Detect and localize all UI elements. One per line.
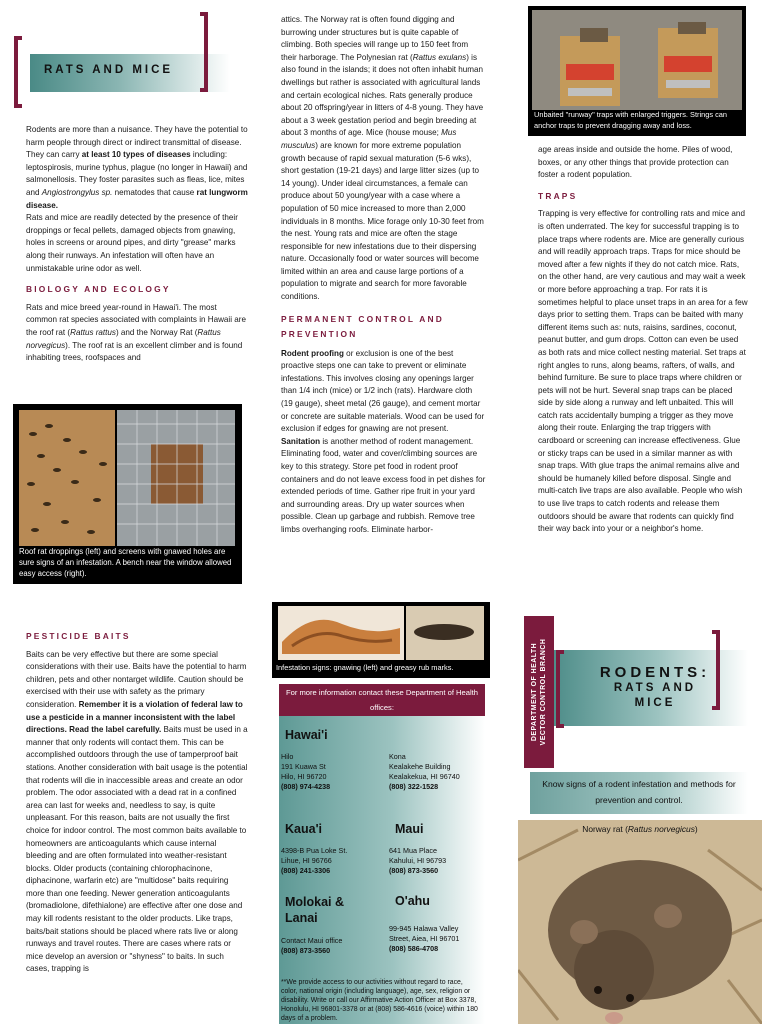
- page-title: RATS AND MICE: [44, 64, 174, 76]
- department-label: DEPARTMENT OF HEALTH VECTOR CONTROL BRANCH: [531, 638, 547, 746]
- left-bracket: [14, 36, 22, 108]
- traps-paragraph: Trapping is very effective for controlling rats and mice and is often underrated. The key for successful trapping is to place traps where rodents are. Mice are generally curious and will readily approach traps. Traps for mice should be moved after a few nights if they do not catch mice. Rats, on the other hand, are very cautious and may wait a week or more before approaching a trap. For rats it is sometimes helpful to place unset traps in an area for a few days prior to setting them. Traps can be baited with many different items such as: nuts, raisins, sardines, coconut, peanut butter, and gum drops. Cotton can even be used as both rats and mice collect nesting material. Set traps at right angles to runs, along beams, rafters, of walls, and behind furniture. Be sure to place traps where children or pets will not be hurt. Several snap traps can be placed side by side along a runway and left unbaited. This will catch rats accidentally bumping a trigger as they move along their route. Enlarging the trap triggers with cardboard or screening can increase effectiveness. Glue or sticky traps can be used in a similar manner as with snap traps. With glue traps the animal remains alive and should be humanely killed before disposal. Single and multi-catch live traps are also available. People who wish to use live traps to catch rodents and release them outdoors should be aware that rodents can quickly find their way back into your or a neighbor's home.: [538, 209, 748, 534]
- biology-heading: BIOLOGY AND ECOLOGY: [26, 284, 171, 295]
- maui-heading: Maui: [395, 822, 424, 836]
- biology-paragraph: Rats and mice breed year-round in Hawai'i. The most common rat species associated with complaints in Hawaii are the roof rat (Rattus rattus) and the Norway Rat (Rattus norvegicus). The roof rat is an excellent climber and is found inhabiting trees, roofspaces and: [26, 302, 246, 363]
- molokai-lanai-heading: Molokai & Lanai: [285, 895, 345, 925]
- traps-photo: [528, 6, 746, 136]
- contact-box: [279, 684, 485, 1024]
- contact-header: For more information contact these Department of Health offices:: [279, 684, 485, 716]
- column-1: [26, 124, 248, 365]
- rodent-proofing-paragraph: Rodent proofing or exclusion is one of the best proactive steps one can take to prevent or eliminate infestations. This involves closing any openings larger than 1/4 inch (mice) or 1/2 inch (rats). Hardware cloth (19 gauge), sheet metal (26 gauge), and cement mortar or concrete are suitable materials. Wood can be used for exclusion if edges for gnawing are not present.: [281, 348, 485, 434]
- norway-rat-image: [518, 820, 762, 1024]
- intro-paragraph-1: Rodents are more than a nuisance. They have the potential to harm people through direct or indirect transmittal of disease. They can carry at least 10 types of diseases including: leptospirosis, murine typhus, plague (no longer in Hawaii) and salmonellosis. They foster parasites such as fleas, lice, mites and Angiostrongylus sp. nematodes that cause rat lungworm disease.: [26, 125, 248, 210]
- cover-title-line1: RODENTS:: [599, 664, 711, 681]
- oahu-heading: O'ahu: [395, 894, 430, 908]
- norway-rat-caption: Norway rat (Rattus norvegicus): [582, 824, 698, 834]
- right-bracket: [200, 12, 208, 92]
- molokai-lanai-office: Contact Maui office (808) 873-3560: [281, 936, 343, 955]
- kona-office: Kona Kealakehe Building Kealakekua, HI 96740 (808) 322-1528: [389, 752, 460, 791]
- column-4: [26, 622, 248, 976]
- kauai-office: 4398-B Pua Loke St. Lihue, HI 96766 (808) 241-3306: [281, 846, 348, 875]
- intro-paragraph-2: Rats and mice are readily detected by the presence of their droppings or fecal pellets, damaged objects from gnawing, holes in screens or around pipes, and dirty "grease" marks along their runways. An infestation will often have an unmistakable urine odor as well.: [26, 213, 238, 273]
- nondiscrimination-footer: **We provide access to our activities without regard to race, color, national origin (including language), age, sex, religion or disability. Write or call our Affirmative Action Officer at Box 3378, Honolulu, HI 96801-3378 or at (808) 586-4616 (voice) within 180 days of a problem.: [281, 979, 478, 1022]
- droppings-photo: [13, 404, 242, 584]
- gnawing-caption: Infestation signs: gnawing (left) and greasy rub marks.: [276, 663, 454, 672]
- cover-title-line3: MICE: [634, 697, 676, 709]
- traps-caption: Unbaited "runway" traps with enlarged triggers. Strings can anchor traps to prevent dragging away and loss.: [534, 110, 727, 130]
- maui-office: 641 Mua Place Kahului, HI 96793 (808) 873-3560: [389, 846, 447, 875]
- traps-heading: TRAPS: [538, 190, 578, 201]
- gnawing-photo: [272, 602, 490, 678]
- kauai-heading: Kaua'i: [285, 822, 323, 836]
- cover-title: [560, 664, 750, 711]
- biology-continued-paragraph: attics. The Norway rat is often found digging and burrowing under structures but is quite capable of climbing. Both species will range up to 150 feet from their harborage. The Polynesian rat (Rattus exulans) is also found in the islands; it does not often inhabit human dwellings but rather is associated with agricultural lands and certain ecological niches. Rats generally produce about 20 offspring/year in litters of 4-8 young. They have about a 3 week gestation period and begin breeding at about 3 months of age. Mice (house mouse; Mus musculus) are known for more extreme population growth because of rapid sexual maturation (5-6 wks), short gestation (19-21 days) and large litter sizes (up to 14 young). Under ideal circumstances, a female can produce about 50 young/year with a case where a population of 50 mice increased to more than 2,000 individuals in 8 months. Mice forage only 10-30 feet from the nest. Young rats and mice are often the stage responsible for new infestations due to their dispersing nature. Occasionally food or water sources will become limited within an area and cause large portions of a population to migrate and search for more favorable conditions.: [281, 15, 484, 302]
- column-2: [281, 14, 486, 537]
- hawaii-heading: Hawai'i: [285, 728, 328, 742]
- department-vertical-banner: [524, 616, 554, 768]
- title-block: [14, 36, 234, 108]
- droppings-caption: Roof rat droppings (left) and screens with gnawed holes are sure signs of an infestation. A bench near the window allowed easy access (right).: [19, 547, 232, 578]
- permanent-control-heading: PERMANENT CONTROL AND PREVENTION: [281, 313, 444, 339]
- hilo-office: Hilo 191 Kuawa St Hilo, HI 96720 (808) 974-4238: [281, 752, 331, 791]
- sanitation-paragraph: Sanitation is another method of rodent management. Eliminating food, water and cover/climbing sources are key to this strategy. Store pet food in rodent proof containers and do not leave excess food in pet dishes for extended periods of time. Gather ripe fruit in your yard and surrounding areas. Dry up water sources when possible. Clean up garbage and rubbish. Remove tree limbs overhanging roofs. Eliminate harbor-: [281, 436, 486, 534]
- harborage-continued-paragraph: age areas inside and outside the home. Piles of wood, boxes, or any other things that provide protection can foster a rodent population.: [538, 145, 733, 180]
- cover-tagline: Know signs of a rodent infestation and methods for prevention and control.: [530, 772, 748, 814]
- oahu-office: 99-945 Halawa Valley Street, Aiea, HI 96701 (808) 586-4708: [389, 924, 460, 953]
- pesticide-paragraph: Baits can be very effective but there are some special considerations with their use. Baits have the potential to harm children, pets and other nontarget wildlife. Caution should be exercised with their use with safety as the primary consideration. Remember it is a violation of federal law to use a pesticide in a manner inconsistent with the label directions. Read the label carefully. Baits must be used in a manner that only rodents will contact them. This can be accomplished outdoors through the use of tamperproof bait stations. Another consideration with bait usage is the potential that rodents will die in inaccessible areas and create an odor problem. The odor associated with a dead rat in a confined area can last for weeks and, needless to say, is quite unpleasant. For this reason, baits are not usually the first choice for indoor control. The most common baits available to homeowners are anticoagulants which cause internal bleeding and are often formulated into weather-resistant blocks. Older products (containing chlorophacinone, diphacinone, warfarin etc) are "multidose" baits requiring more than one feeding. Newer generation anticoagulants (bromadiolone, difethialone) are effective after one dose and may kill rodents resistant to the older products. Like traps, baits/bait stations should be placed where rats live or along runways and travel routes. There are cases where rats or mice develop an aversion or "shyness" to baits. In such cases, trapping is: [26, 649, 248, 974]
- cover-title-line2: RATS AND: [613, 682, 697, 694]
- pesticide-baits-heading: PESTICIDE BAITS: [26, 631, 131, 641]
- norway-rat-photo: [518, 820, 762, 1024]
- column-3: [538, 144, 748, 536]
